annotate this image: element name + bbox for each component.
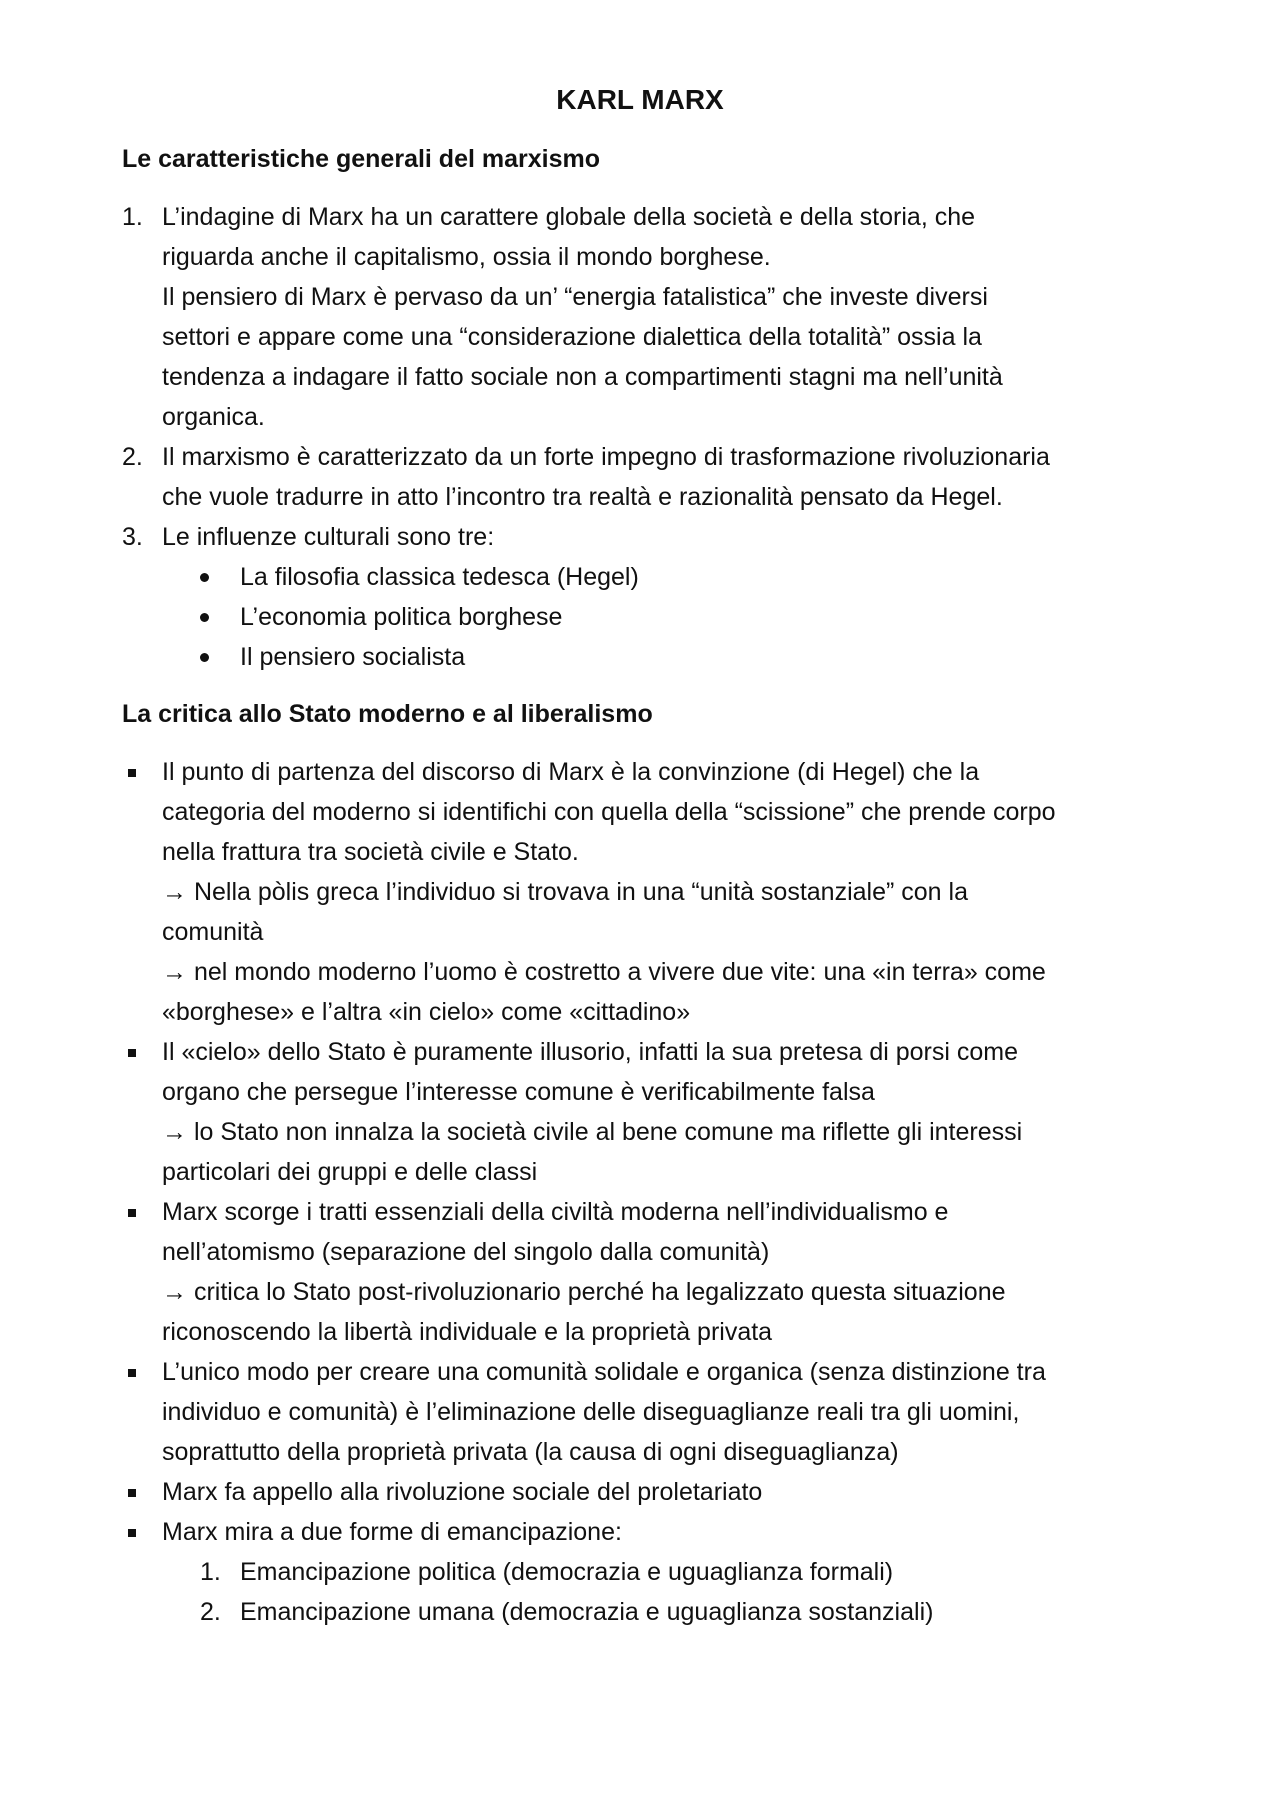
text-line: → critica lo Stato post-rivoluzionario perché ha legalizzato questa situazione <box>162 1278 1006 1306</box>
square-bullet-icon <box>128 1209 136 1217</box>
bullet-item <box>122 597 1182 637</box>
text-line: Marx scorge i tratti essenziali della civiltà moderna nell’individualismo e <box>162 1198 949 1226</box>
bullet-text: Il pensiero socialista <box>240 643 466 671</box>
numbered-list-characteristics <box>122 197 1182 677</box>
text-line: Il marxismo è caratterizzato da un forte impegno di trasformazione rivoluzionaria <box>162 443 1050 471</box>
list-item <box>122 437 1182 517</box>
square-bullet-icon <box>128 1369 136 1377</box>
list-item <box>122 1192 1182 1352</box>
bullet-dot-icon <box>200 653 209 662</box>
list-item <box>122 517 1182 557</box>
text-line: L’indagine di Marx ha un carattere globale della società e della storia, che <box>162 203 976 231</box>
text-line: → Nella pòlis greca l’individuo si trovava in una “unità sostanziale” con la <box>162 878 968 906</box>
square-bullet-icon <box>128 1529 136 1537</box>
list-number: 3. <box>122 523 143 551</box>
text-line: Marx mira a due forme di emancipazione: <box>162 1518 622 1546</box>
list-item <box>122 1032 1182 1192</box>
section-heading-characteristics: Le caratteristiche generali del marxismo <box>122 145 600 173</box>
square-bullet-icon <box>128 1049 136 1057</box>
text-line: organo che persegue l’interesse comune è verificabilmente falsa <box>162 1078 875 1106</box>
list-number: 1. <box>122 203 143 231</box>
sub-numbered-item <box>122 1592 1182 1632</box>
sub-item-text: Emancipazione politica (democrazia e uguaglianza formali) <box>240 1558 894 1586</box>
sub-item-text: Emancipazione umana (democrazia e uguaglianza sostanziali) <box>240 1598 934 1626</box>
text-line: settori e appare come una “considerazione dialettica della totalità” ossia la <box>162 323 982 351</box>
text-line: riguarda anche il capitalismo, ossia il mondo borghese. <box>162 243 771 271</box>
text-line: «borghese» e l’altra «in cielo» come «cittadino» <box>162 998 691 1026</box>
text-line: tendenza a indagare il fatto sociale non a compartimenti stagni ma nell’unità <box>162 363 1003 391</box>
text-line: Marx fa appello alla rivoluzione sociale del proletariato <box>162 1478 763 1506</box>
list-number: 2. <box>122 443 143 471</box>
text-line: riconoscendo la libertà individuale e la proprietà privata <box>162 1318 773 1346</box>
bullet-dot-icon <box>200 573 209 582</box>
sub-numbered-item <box>122 1552 1182 1592</box>
list-item <box>122 197 1182 437</box>
page-title: KARL MARX <box>556 84 724 115</box>
list-number: 1. <box>200 1558 221 1586</box>
square-bullet-icon <box>128 769 136 777</box>
list-number: 2. <box>200 1598 221 1626</box>
text-line: → nel mondo moderno l’uomo è costretto a vivere due vite: una «in terra» come <box>162 958 1046 986</box>
list-item <box>122 1352 1182 1472</box>
bullet-text: L’economia politica borghese <box>240 603 563 631</box>
bullet-dot-icon <box>200 613 209 622</box>
list-item <box>122 752 1182 1032</box>
text-line: particolari dei gruppi e delle classi <box>162 1158 538 1186</box>
text-line: individuo e comunità) è l’eliminazione delle diseguaglianze reali tra gli uomini, <box>162 1398 1020 1426</box>
text-line: Il pensiero di Marx è pervaso da un’ “energia fatalistica” che investe diversi <box>162 283 988 311</box>
text-line: categoria del moderno si identifichi con quella della “scissione” che prende corpo <box>162 798 1056 826</box>
list-item <box>122 1512 1182 1552</box>
text-line: soprattutto della proprietà privata (la causa di ogni diseguaglianza) <box>162 1438 899 1466</box>
section-heading-state-critique: La critica allo Stato moderno e al liberalismo <box>122 700 653 728</box>
square-bullet-icon <box>128 1489 136 1497</box>
text-line: L’unico modo per creare una comunità solidale e organica (senza distinzione tra <box>162 1358 1046 1386</box>
list-item <box>122 1472 1182 1512</box>
text-line: nell’atomismo (separazione del singolo dalla comunità) <box>162 1238 770 1266</box>
text-line: → lo Stato non innalza la società civile al bene comune ma riflette gli interessi <box>162 1118 1023 1146</box>
text-line: organica. <box>162 403 265 431</box>
text-line: Il punto di partenza del discorso di Marx è la convinzione (di Hegel) che la <box>162 758 980 786</box>
bullet-item <box>122 637 1182 677</box>
bullet-text: La filosofia classica tedesca (Hegel) <box>240 563 639 591</box>
text-line: nella frattura tra società civile e Stato. <box>162 838 579 866</box>
text-line: Il «cielo» dello Stato è puramente illusorio, infatti la sua pretesa di porsi come <box>162 1038 1019 1066</box>
text-line: Le influenze culturali sono tre: <box>162 523 495 551</box>
bullet-list-state-critique <box>122 752 1182 1632</box>
text-line: che vuole tradurre in atto l’incontro tra realtà e razionalità pensato da Hegel. <box>162 483 1003 511</box>
bullet-item <box>122 557 1182 597</box>
text-line: comunità <box>162 918 264 946</box>
